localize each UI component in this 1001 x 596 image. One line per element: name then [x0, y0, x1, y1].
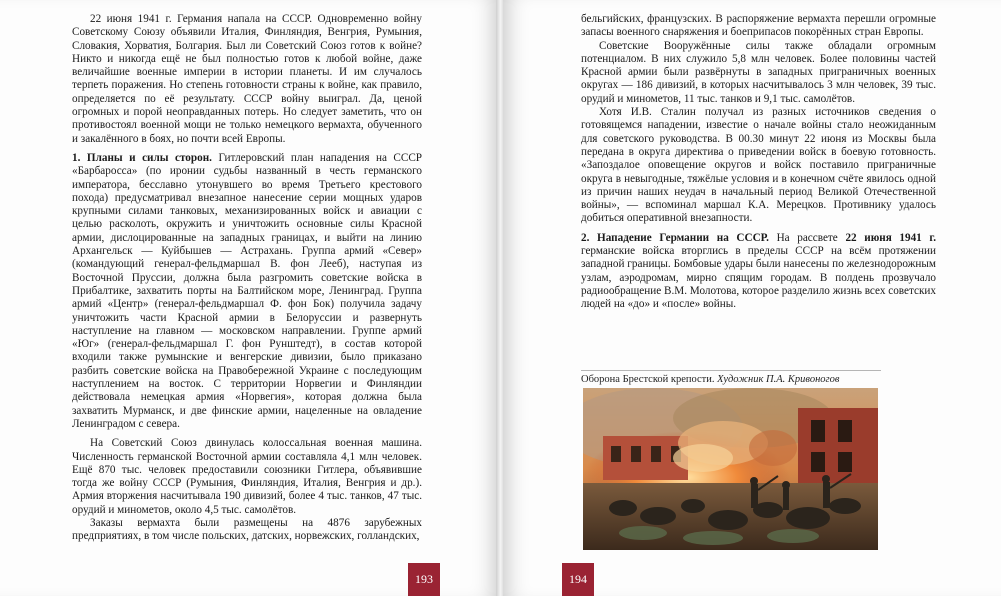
- right-page-text: [581, 13, 936, 312]
- section-2-paragraph: [581, 232, 936, 312]
- caption-title: Оборона Брестской крепости.: [581, 374, 715, 385]
- army-strength-paragraph: На Советский Союз двинулась колоссальная военная машина. Численность германской Восточной армии составляла 4,1 млн человек. Ещё 870 тыс. человек предоставили союзники Гитлера, объявившие тогда же войну СССР (Румыния, Финляндия, Италия, Венгрия и др.). Армия вторжения насчитывала 190 дивизий, более 4 тыс. танков, 47 тыс. орудий и минометов, около 4,5 тыс. самолётов.: [72, 437, 422, 516]
- brest-fortress-painting: [583, 388, 878, 550]
- left-page-text: [72, 13, 422, 544]
- continued-paragraph: бельгийских, французских. В распоряжение вермахта перешли огромные запасы военного снаряжения и боеприпасов покорённых стран Европы.: [581, 13, 936, 39]
- orders-paragraph: Заказы вермахта были размещены на 4876 зарубежных предприятиях, в том числе польских, датских, норвежских, голландских,: [72, 516, 422, 543]
- stalin-paragraph: Хотя И.В. Сталин получал из разных источников сведения о готовящемся нападении, известие о начале войны стало неожиданным для советского руководства. В 00.30 минут 22 июня из Москвы была передана в округа директива о приведении войск в боевую готовность. «Запоздалое оповещение округов и войск поставило приграничные округа в невыгодные, тяжёлые условия и в конечном счёте явилось одной из причин наших неудач в начальный период Великой Отечественной войны», — вспоминал маршал К.А. Мерецков. Противнику удалось добиться оперативной внезапности.: [581, 106, 936, 225]
- painting-image: [583, 388, 878, 550]
- section-2-lead: На рассвете: [776, 231, 838, 244]
- section-1-paragraph: [72, 152, 422, 431]
- page-number-left: 193: [408, 563, 440, 596]
- left-page: [0, 0, 498, 596]
- section-2-date: 22 июня 1941 г.: [845, 231, 937, 244]
- intro-paragraph: 22 июня 1941 г. Германия напала на СССР. Одновременно войну Советскому Союзу объявили Италия, Финляндия, Венгрия, Румыния, Словакия, Хорватия, Болгария. Был ли Советский Союз готов к войне? Никто и никогда ещё не был полностью готов к любой войне, даже величайшие военные империи в истории планеты. И им случалось терпеть поражения. Но степень готовности страны к войне, как правило, определяется по её результату. СССР войну выиграл. Да, ценой огромных и порой неоправданных потерь. Но следует заметить, что он противостоял военной мощи не только немецкого вермахта, обученного и закалённого в боях, но почти всей Европы.: [72, 13, 422, 145]
- caption-artist: Художник П.А. Кривоногов: [717, 374, 840, 385]
- soviet-forces-paragraph: Советские Вооружённые силы также обладали огромным потенциалом. В них служило 5,8 млн человек. Более половины частей Красной армии были развёрнуты в западных приграничных военных округах — 186 дивизий, в которых насчитывалось 3 млн человек, 39 тыс. орудий и минометов, 11 тыс. танков и 9,1 тыс. самолётов.: [581, 39, 936, 105]
- section-2-heading: 2. Нападение Германии на СССР.: [581, 231, 769, 244]
- section-1-heading: 1. Планы и силы сторон.: [72, 151, 212, 164]
- right-page: [503, 0, 1001, 596]
- page-number-right: 194: [562, 563, 594, 596]
- figure-caption: [581, 370, 881, 386]
- section-1-text: Гитлеровский план нападения на СССР «Барбаросса» (по иронии судьбы названный в честь германского императора, бесславно утонувшего во время Третьего крестового похода) предусматривал внезапное нанесение серии мощных ударов крупными силами танковых, механизированных войск и авиации с целью расколоть, окружить и уничтожить основные силы Красной армии, дислоцированные на западных границах, и выйти на линию Архангельск — Куйбышев — Астрахань. Группа армий «Север» (командующий генерал-фельдмаршал В. фон Лееб), наступая из Восточной Пруссии, должна была разгромить советские войска в Прибалтике, захватить порты на Балтийском море, Ленинград. Группа армий «Центр» (генерал-фельдмаршал Ф. фон Бок) получила задачу уничтожить части Красной армии в Белоруссии и развернуть наступление на главном — московском направлении. Группе армий «Юг» (генерал-фельдмаршал Г. фон Рунштедт), в состав которой входили также румынские и венгерские дивизии, было приказано разбить советские войска на Правобережной Украине с последующим наступлением на восток. С территории Норвегии и Финляндии действовала немецкая армия «Норвегия», которая должна была захватить Мурманск, и две финские армии, нацеленные на овладение Ленинградом с севера.: [72, 151, 423, 430]
- section-2-text: германские войска вторглись в пределы СССР на всём протяжении западной границы. Бомбовые удары были нанесены по железнодорожным узлам, аэродромам, мирно спящим городам. В полдень прозвучало радиообращение В.М. Молотова, которое разделило жизнь всех советских людей на «до» и «после» войны.: [581, 245, 936, 311]
